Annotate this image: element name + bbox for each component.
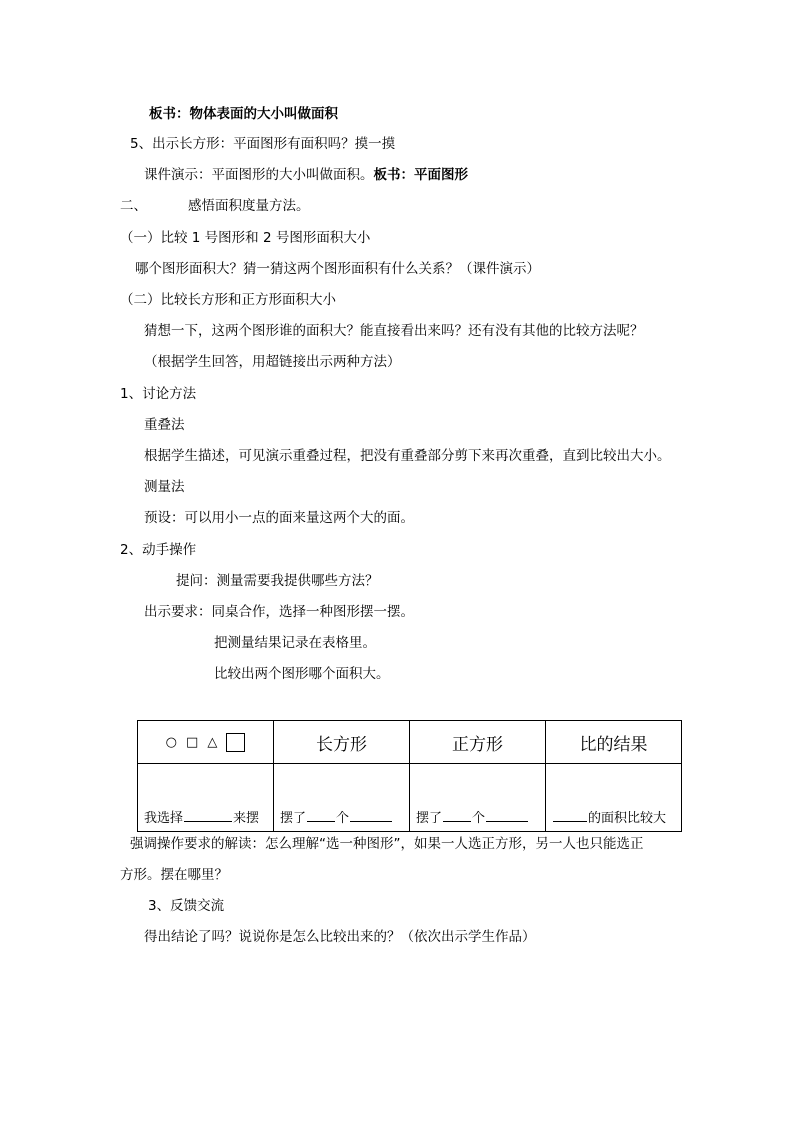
header-result: 比的结果 bbox=[546, 721, 682, 764]
square-count-cell bbox=[410, 764, 546, 832]
line-text-segment: （根据学生回答，用超链接出示两种方法） bbox=[144, 354, 401, 370]
record-table bbox=[137, 720, 682, 832]
choice-cell bbox=[138, 764, 274, 832]
line-text-segment: 根据学生描述，可见演示重叠过程，把没有重叠部分剪下来再次重叠，直到比较出大小。 bbox=[144, 448, 671, 464]
line-text-segment: 哪个图形面积大？猜一猜这两个图形面积有什么关系？（课件演示） bbox=[135, 261, 540, 277]
header-rectangle: 长方形 bbox=[274, 721, 410, 764]
line-text-segment: 感悟面积度量方法。 bbox=[188, 198, 310, 214]
small-square-icon: □ bbox=[186, 734, 199, 750]
line-5 bbox=[120, 228, 370, 248]
line-6 bbox=[135, 259, 540, 279]
line-11 bbox=[144, 415, 185, 435]
line-14 bbox=[144, 508, 414, 528]
line-15 bbox=[120, 540, 196, 560]
line-text-segment: 测量法 bbox=[144, 479, 185, 495]
line-4 bbox=[120, 196, 310, 216]
line-text-segment: 板书：平面图形 bbox=[373, 167, 468, 183]
line-8 bbox=[144, 321, 644, 341]
line-2 bbox=[130, 134, 395, 154]
rectangle-unit-blank[interactable] bbox=[350, 820, 392, 822]
square-count-blank[interactable] bbox=[443, 820, 471, 822]
line-text-segment: （二）比较长方形和正方形面积大小 bbox=[120, 292, 336, 308]
line-text-segment: 1、讨论方法 bbox=[120, 386, 197, 402]
line-text-segment: 课件演示：平面图形的大小叫做面积。 bbox=[144, 167, 374, 183]
line-text-segment: 预设：可以用小一点的面来量这两个大的面。 bbox=[144, 510, 414, 526]
header-square: 正方形 bbox=[410, 721, 546, 764]
table-row bbox=[138, 764, 682, 832]
line-21 bbox=[120, 865, 228, 885]
choice-blank[interactable] bbox=[184, 820, 232, 822]
line-text-segment: 板书：物体表面的大小叫做面积 bbox=[149, 106, 338, 122]
line-9 bbox=[144, 352, 401, 372]
circle-icon: ○ bbox=[165, 734, 178, 750]
result-label: 的面积比较大 bbox=[588, 811, 667, 826]
line-18 bbox=[214, 633, 376, 653]
shape-symbols-cell bbox=[138, 721, 274, 764]
line-text-segment: 二、 bbox=[120, 198, 147, 214]
line-text-segment: 5、出示长方形：平面图形有面积吗？摸一摸 bbox=[130, 136, 396, 152]
line-text-segment: 出示要求：同桌合作，选择一种图形摆一摆。 bbox=[144, 604, 414, 620]
square-unit-blank[interactable] bbox=[486, 820, 528, 822]
line-19 bbox=[214, 664, 390, 684]
line-10 bbox=[120, 384, 196, 404]
line-text-segment: （一）比较 1 号图形和 2 号图形面积大小 bbox=[120, 230, 371, 246]
line-text-segment: 方形。摆在哪里？ bbox=[120, 867, 228, 883]
line-20 bbox=[130, 834, 644, 854]
rectangle-unit-label: 个 bbox=[336, 811, 350, 826]
rectangle-count-label: 摆了 bbox=[280, 811, 307, 826]
line-23 bbox=[144, 927, 536, 947]
line-text-segment: 得出结论了吗？说说你是怎么比较出来的？（依次出示学生作品） bbox=[144, 929, 536, 945]
triangle-icon: △ bbox=[207, 734, 218, 750]
line-text-segment: 2、动手操作 bbox=[120, 542, 197, 558]
line-16 bbox=[176, 571, 379, 591]
square-unit-label: 个 bbox=[472, 811, 486, 826]
line-text-segment: 猜想一下，这两个图形谁的面积大？能直接看出来吗？还有没有其他的比较方法呢？ bbox=[144, 323, 644, 339]
line-7 bbox=[120, 290, 336, 310]
square-icon bbox=[226, 733, 245, 752]
result-blank[interactable] bbox=[553, 820, 587, 822]
line-3 bbox=[144, 165, 468, 185]
table-header-row bbox=[138, 721, 682, 764]
line-text-segment: 强调操作要求的解读：怎么理解“选一种图形”，如果一人选正方形，另一人也只能选正 bbox=[130, 836, 644, 852]
choice-suffix: 来摆 bbox=[233, 811, 260, 826]
line-text-segment: 重叠法 bbox=[144, 417, 185, 433]
line-22 bbox=[148, 896, 224, 916]
square-count-label: 摆了 bbox=[416, 811, 443, 826]
line-13 bbox=[144, 477, 185, 497]
choice-label: 我选择 bbox=[144, 811, 184, 826]
result-cell bbox=[546, 764, 682, 832]
line-text-segment: 3、反馈交流 bbox=[148, 898, 225, 914]
line-text-segment: 提问：测量需要我提供哪些方法？ bbox=[176, 573, 379, 589]
line-text-segment: 比较出两个图形哪个面积大。 bbox=[214, 666, 390, 682]
line-1 bbox=[149, 104, 338, 124]
line-12 bbox=[144, 446, 671, 466]
rectangle-count-cell bbox=[274, 764, 410, 832]
rectangle-count-blank[interactable] bbox=[307, 820, 335, 822]
line-17 bbox=[144, 602, 414, 622]
line-text-segment: 把测量结果记录在表格里。 bbox=[214, 635, 376, 651]
